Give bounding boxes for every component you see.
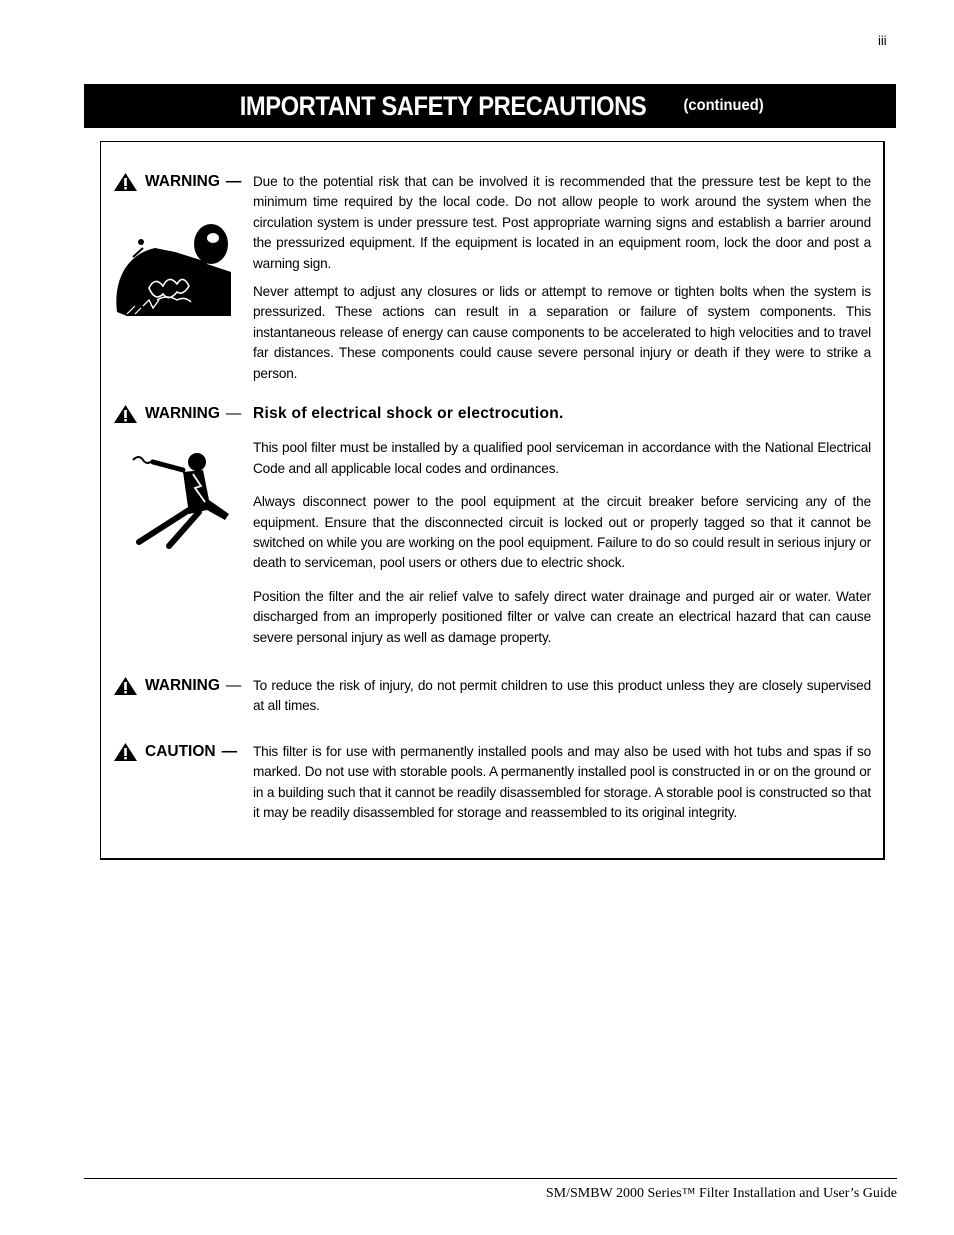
label-dash: — [221, 743, 238, 760]
section-label [113, 742, 237, 762]
paragraph: To reduce the risk of injury, do not permit children to use this product unless they are closely supervised at all times. [253, 678, 871, 714]
section-label [113, 676, 241, 696]
section-text [253, 172, 871, 392]
page-number: iii [878, 33, 887, 48]
footer-divider [84, 1178, 897, 1179]
paragraph: This filter is for use with permanently installed pools and may also be used with hot tubs and spas if so marked. Do not use with storable pools. A permanently installed pool is constructed in or on the ground or in a building such that it cannot be readily disassembled for storage. A storable pool is constructed so that it may be readily disassembled for storage and reassembled to its original integrity. [253, 744, 871, 821]
section-text [253, 404, 871, 656]
page-title-bar [84, 84, 896, 128]
page-title: IMPORTANT SAFETY PRECAUTIONS [240, 90, 647, 121]
page-subtitle: (continued) [683, 97, 765, 114]
footer-guide-title: SM/SMBW 2000 Series™ Filter Installation and User’s Guide [545, 1186, 897, 1201]
label-dash: — [225, 173, 242, 190]
warning-label: WARNING [145, 173, 220, 190]
caution-label: CAUTION [145, 743, 216, 760]
label-dash: — [225, 677, 242, 694]
warning-label: WARNING [145, 677, 220, 694]
label-dash: — [225, 405, 242, 422]
hazard-triangle-icon [113, 676, 138, 696]
section-heading: Risk of electrical shock or electrocution. [253, 405, 564, 422]
pressure-burst-icon [113, 202, 231, 320]
paragraph: Always disconnect power to the pool equipment at the circuit breaker before servicing any of the equipment. Ensure that the disconnected circuit is locked out or properly tagged so that it cannot be switched on while you are working on the pool equipment. Failure to do so could result in serious injury or death to serviceman, pool users or others due to electric shock. [253, 494, 871, 571]
paragraph: This pool filter must be installed by a qualified pool serviceman in accordance with the National Electrical Code and all applicable local codes and ordinances. [253, 440, 871, 476]
paragraph: Never attempt to adjust any closures or lids or attempt to remove or tighten bolts when the system is pressurized. These actions can result in a separation or failure of system components. This instantaneous release of energy can cause components to be accelerated to high velocities and to travel far distances. These components could cause severe personal injury or death if they were to strike a person. [253, 284, 871, 381]
warning-label: WARNING [145, 405, 220, 422]
hazard-triangle-icon [113, 172, 138, 192]
hazard-triangle-icon [113, 742, 138, 762]
hazard-triangle-icon [113, 404, 138, 424]
safety-content-box [100, 141, 885, 860]
paragraph: Due to the potential risk that can be involved it is recommended that the pressure test be kept to the minimum time required by the local code. Do not allow people to work around the system when the circulation system is under pressure test. Post appropriate warning signs and establish a barrier around the pressurized equipment. If the equipment is located in an equipment room, lock the door and post a warning sign. [253, 174, 871, 271]
paragraph: Position the filter and the air relief valve to safely direct water drainage and purged air or water. Water discharged from an improperly positioned filter or valve can create an electrical hazard that can cause severe personal injury as well as damage property. [253, 588, 871, 645]
section-text [253, 676, 871, 725]
electrocution-figure-icon [131, 452, 231, 550]
section-label [113, 404, 241, 424]
section-text [253, 742, 871, 832]
section-label [113, 172, 241, 192]
